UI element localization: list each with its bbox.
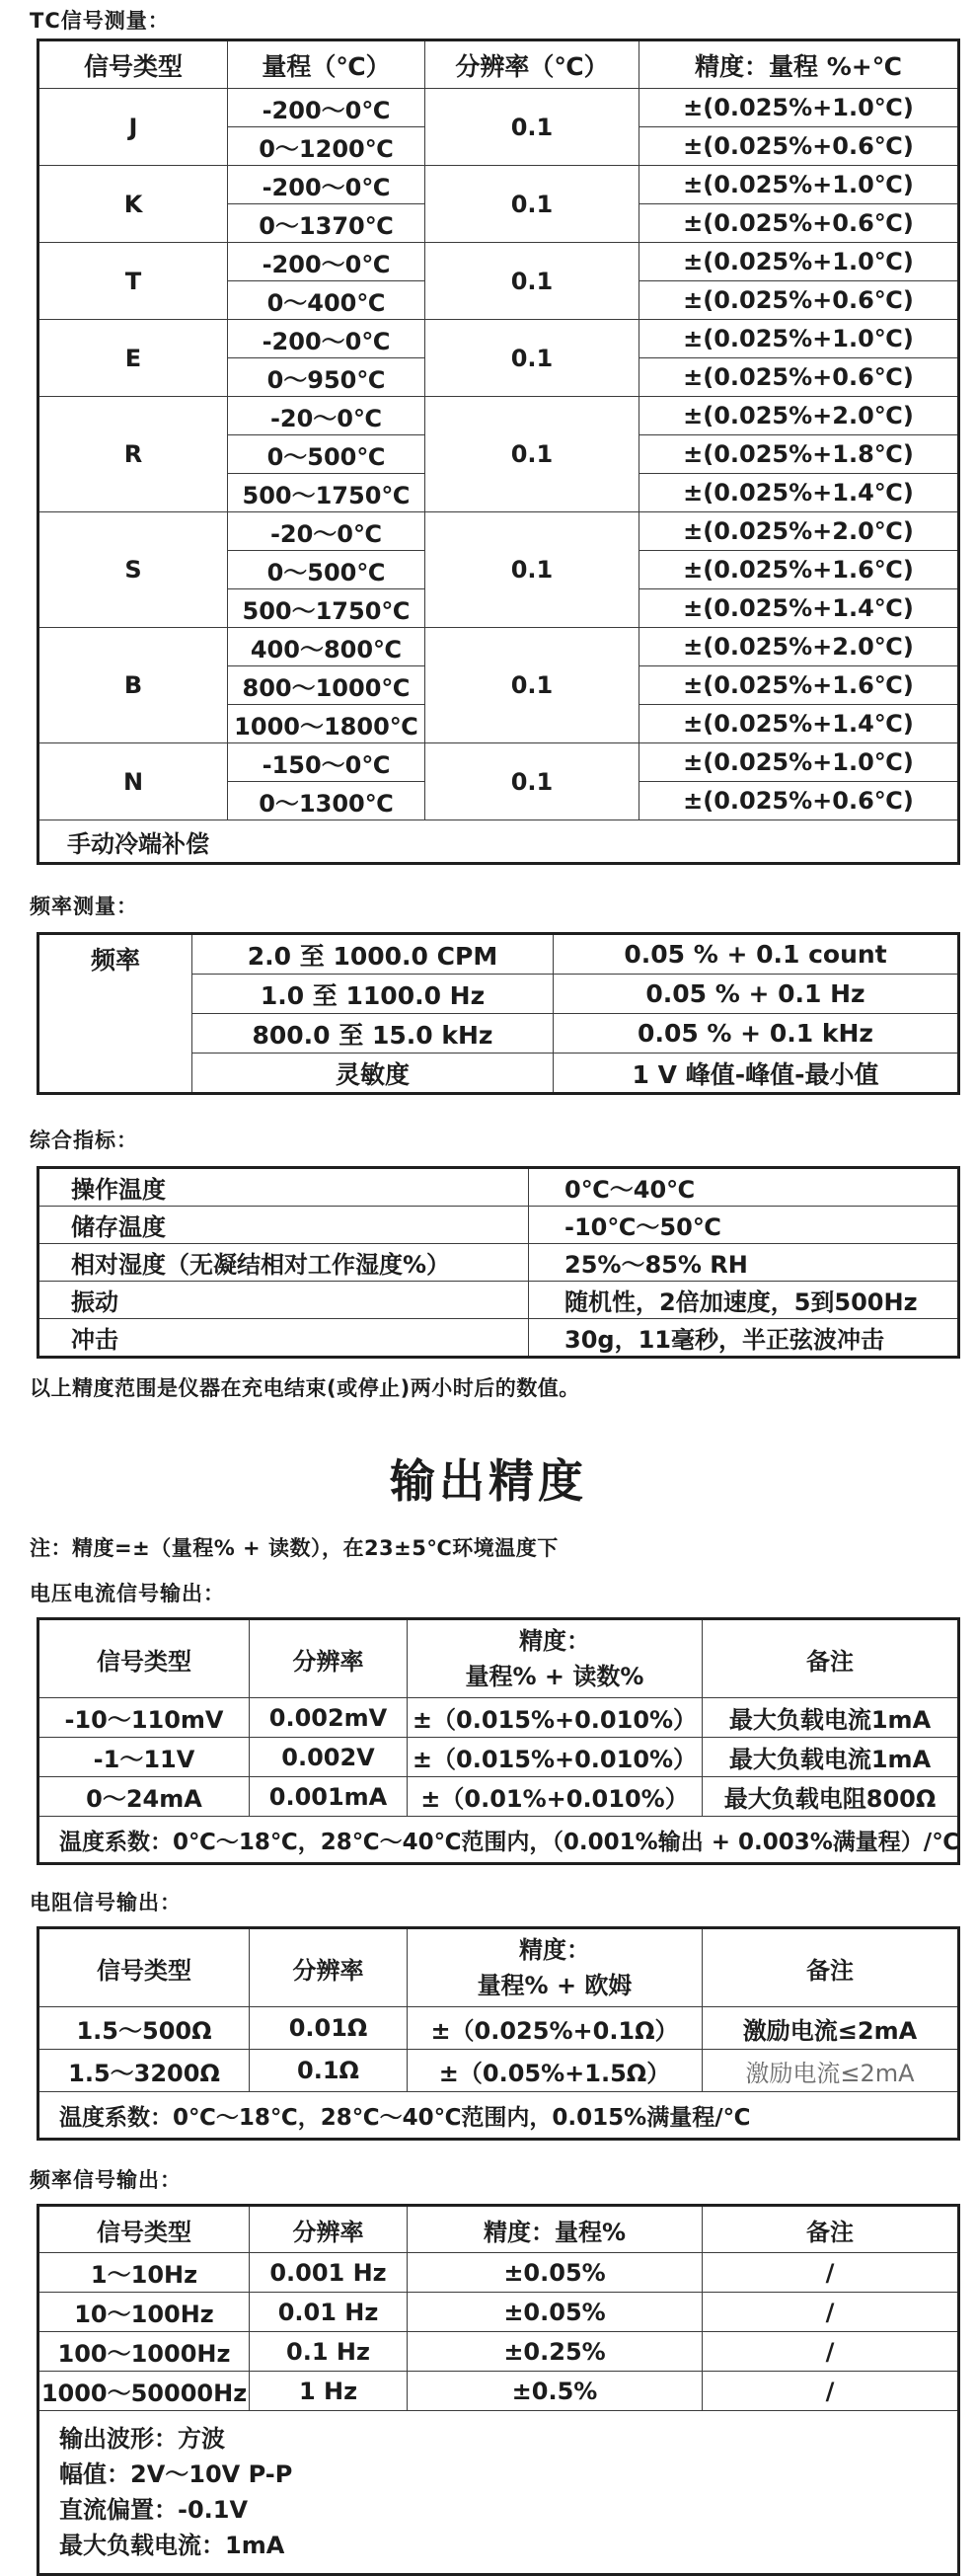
table-row	[38, 1738, 959, 1777]
res-header-remark: 备注	[703, 1928, 959, 2007]
tc-range-cell: -200～0℃	[228, 166, 425, 204]
freq-row-header: 频率	[38, 934, 192, 1094]
tc-header-accuracy: 精度：量程 %+℃	[639, 40, 959, 89]
voltage-current-section-label: 电压电流信号输出：	[30, 1582, 225, 1605]
freq-range-cell: 2.0 至 1000.0 CPM	[192, 934, 554, 975]
vc-header-remark: 备注	[703, 1619, 959, 1698]
spec-value: 随机性，2倍加速度，5到500Hz	[529, 1282, 959, 1319]
tc-range-cell: -200～0℃	[228, 89, 425, 127]
tc-header-range: 量程（℃）	[228, 40, 425, 89]
fo-header-resolution: 分辨率	[250, 2206, 408, 2253]
tc-accuracy-cell: ±(0.025%+1.8℃)	[639, 435, 959, 474]
table-row	[38, 89, 959, 127]
tc-type-K: K	[38, 166, 228, 243]
table-row	[38, 1168, 959, 1207]
tc-type-B: B	[38, 628, 228, 743]
fo-remark-cell: /	[703, 2332, 959, 2372]
fo-acc-cell: ±0.05%	[408, 2253, 703, 2293]
vc-res-cell: 0.002V	[250, 1738, 408, 1777]
vc-header-accuracy-line1: 精度：	[519, 1627, 590, 1655]
vc-header-accuracy-line2: 量程% + 读数%	[465, 1663, 644, 1690]
freq-accuracy-cell: 0.05 % + 0.1 Hz	[554, 975, 959, 1014]
fo-acc-cell: ±0.05%	[408, 2293, 703, 2332]
tc-accuracy-cell: ±(0.025%+1.6℃)	[639, 666, 959, 705]
table-row	[38, 512, 959, 551]
tc-accuracy-cell: ±(0.025%+1.4℃)	[639, 705, 959, 743]
table-row	[38, 1207, 959, 1244]
vc-header-row	[38, 1619, 959, 1698]
tc-range-cell: -20～0℃	[228, 397, 425, 435]
tc-range-cell: 1000～1800℃	[228, 705, 425, 743]
frequency-measurement-table	[37, 932, 960, 1095]
tc-accuracy-cell: ±(0.025%+1.4℃)	[639, 474, 959, 512]
tc-accuracy-cell: ±(0.025%+1.6℃)	[639, 551, 959, 589]
fo-header-accuracy: 精度：量程%	[408, 2206, 703, 2253]
table-row	[38, 628, 959, 666]
tc-resolution-cell: 0.1	[425, 628, 639, 743]
tc-section-label: TC信号测量：	[30, 9, 170, 33]
tc-range-cell: 0～950℃	[228, 358, 425, 397]
tc-resolution-cell: 0.1	[425, 89, 639, 166]
spec-value: -10℃～50℃	[529, 1207, 959, 1244]
tc-range-cell: 0～400℃	[228, 281, 425, 320]
tc-type-J: J	[38, 89, 228, 166]
freq-sensitivity-value: 1 V 峰值-峰值-最小值	[554, 1054, 959, 1094]
tc-range-cell: -20～0℃	[228, 512, 425, 551]
tc-accuracy-cell: ±(0.025%+2.0℃)	[639, 512, 959, 551]
table-row	[38, 1698, 959, 1738]
fo-header-signal-type: 信号类型	[38, 2206, 250, 2253]
resistance-section-label: 电阻信号输出：	[30, 1891, 182, 1914]
table-row	[38, 2411, 959, 2575]
fo-amplitude-line: 幅值：2V～10V P-P	[59, 2460, 293, 2488]
tc-header-signal-type: 信号类型	[38, 40, 228, 89]
res-type-cell: 1.5～3200Ω	[38, 2050, 250, 2092]
vc-acc-cell: ±（0.015%+0.010%）	[408, 1698, 703, 1738]
resistance-output-table	[37, 1926, 960, 2141]
res-res-cell: 0.01Ω	[250, 2007, 408, 2050]
freq-range-cell: 1.0 至 1100.0 Hz	[192, 975, 554, 1014]
res-res-cell: 0.1Ω	[250, 2050, 408, 2092]
table-row	[38, 166, 959, 204]
spec-name: 相对湿度（无凝结相对工作湿度%）	[38, 1244, 529, 1282]
res-acc-cell: ±（0.025%+0.1Ω）	[408, 2007, 703, 2050]
tc-accuracy-cell: ±(0.025%+1.0℃)	[639, 320, 959, 358]
vc-header-accuracy	[408, 1619, 703, 1698]
tc-accuracy-cell: ±(0.025%+1.4℃)	[639, 589, 959, 628]
table-row	[38, 2253, 959, 2293]
table-row	[38, 243, 959, 281]
res-type-cell: 1.5～500Ω	[38, 2007, 250, 2050]
tc-header-resolution: 分辨率（℃）	[425, 40, 639, 89]
vc-header-signal-type: 信号类型	[38, 1619, 250, 1698]
spec-value: 30g，11毫秒，半正弦波冲击	[529, 1319, 959, 1358]
tc-range-cell: -200～0℃	[228, 320, 425, 358]
fo-acc-cell: ±0.5%	[408, 2372, 703, 2411]
res-header-accuracy-line1: 精度：	[519, 1936, 590, 1964]
res-acc-cell: ±（0.05%+1.5Ω）	[408, 2050, 703, 2092]
fo-remark-cell: /	[703, 2253, 959, 2293]
table-row	[38, 1777, 959, 1817]
tc-accuracy-cell: ±(0.025%+0.6℃)	[639, 281, 959, 320]
tc-range-cell: 400～800℃	[228, 628, 425, 666]
fo-remark-cell: /	[703, 2372, 959, 2411]
vc-remark-cell: 最大负载电阻800Ω	[703, 1777, 959, 1817]
general-section-label: 综合指标：	[30, 1129, 138, 1152]
tc-range-cell: 0～500℃	[228, 551, 425, 589]
table-row	[38, 2092, 959, 2140]
tc-accuracy-cell: ±(0.025%+1.0℃)	[639, 243, 959, 281]
fo-type-cell: 1000～50000Hz	[38, 2372, 250, 2411]
tc-range-cell: -150～0℃	[228, 743, 425, 782]
fo-header-remark: 备注	[703, 2206, 959, 2253]
tc-accuracy-cell: ±(0.025%+0.6℃)	[639, 127, 959, 166]
res-remark-cell: 激励电流≤2mA	[703, 2050, 959, 2092]
tc-range-cell: 0～1200℃	[228, 127, 425, 166]
res-header-accuracy-line2: 量程% + 欧姆	[477, 1972, 633, 1999]
spec-name: 储存温度	[38, 1207, 529, 1244]
freq-sensitivity-label: 灵敏度	[192, 1054, 554, 1094]
tc-accuracy-cell: ±(0.025%+2.0℃)	[639, 628, 959, 666]
res-header-row	[38, 1928, 959, 2007]
tc-type-R: R	[38, 397, 228, 512]
spec-name: 冲击	[38, 1319, 529, 1358]
res-remark-cell: 激励电流≤2mA	[703, 2007, 959, 2050]
fo-res-cell: 1 Hz	[250, 2372, 408, 2411]
fo-res-cell: 0.1 Hz	[250, 2332, 408, 2372]
frequency-output-table	[37, 2204, 960, 2576]
spec-name: 振动	[38, 1282, 529, 1319]
res-header-signal-type: 信号类型	[38, 1928, 250, 2007]
table-row	[38, 2293, 959, 2332]
table-row	[38, 320, 959, 358]
spec-value: 25%～85% RH	[529, 1244, 959, 1282]
spec-value: 0℃～40℃	[529, 1168, 959, 1207]
vc-remark-cell: 最大负载电流1mA	[703, 1698, 959, 1738]
fo-res-cell: 0.01 Hz	[250, 2293, 408, 2332]
fo-output-characteristics	[38, 2411, 959, 2575]
output-accuracy-title: 输出精度	[390, 1454, 587, 1508]
freq-accuracy-cell: 0.05 % + 0.1 kHz	[554, 1014, 959, 1054]
table-row	[38, 2007, 959, 2050]
tc-accuracy-cell: ±(0.025%+1.0℃)	[639, 89, 959, 127]
tc-measurement-table	[37, 39, 960, 865]
tc-resolution-cell: 0.1	[425, 166, 639, 243]
table-row	[38, 1244, 959, 1282]
tc-range-cell: 800～1000℃	[228, 666, 425, 705]
tc-type-S: S	[38, 512, 228, 628]
table-row	[38, 1817, 959, 1864]
fo-type-cell: 1～10Hz	[38, 2253, 250, 2293]
tc-accuracy-cell: ±(0.025%+0.6℃)	[639, 204, 959, 243]
freq-range-cell: 800.0 至 15.0 kHz	[192, 1014, 554, 1054]
vc-res-cell: 0.002mV	[250, 1698, 408, 1738]
table-row	[38, 1282, 959, 1319]
table-row	[38, 1319, 959, 1358]
table-row	[38, 2332, 959, 2372]
tc-accuracy-cell: ±(0.025%+0.6℃)	[639, 358, 959, 397]
frequency-output-section-label: 频率信号输出：	[30, 2168, 182, 2192]
fo-type-cell: 100～1000Hz	[38, 2332, 250, 2372]
res-header-accuracy	[408, 1928, 703, 2007]
accuracy-condition-note: 以上精度范围是仪器在充电结束(或停止)两小时后的数值。	[30, 1376, 580, 1400]
output-accuracy-note: 注：精度=±（量程% + 读数），在23±5℃环境温度下	[30, 1536, 559, 1560]
tc-accuracy-cell: ±(0.025%+1.0℃)	[639, 166, 959, 204]
vc-type-cell: 0～24mA	[38, 1777, 250, 1817]
vc-type-cell: -1～11V	[38, 1738, 250, 1777]
vc-acc-cell: ±（0.015%+0.010%）	[408, 1738, 703, 1777]
vc-acc-cell: ±（0.01%+0.010%）	[408, 1777, 703, 1817]
tc-cold-junction-note: 手动冷端补偿	[38, 820, 959, 864]
tc-range-cell: 0～1300℃	[228, 782, 425, 820]
vc-res-cell: 0.001mA	[250, 1777, 408, 1817]
table-row	[38, 2372, 959, 2411]
tc-resolution-cell: 0.1	[425, 397, 639, 512]
res-temp-coefficient-note: 温度系数：0℃～18℃，28℃～40℃范围内，0.015%满量程/℃	[38, 2092, 959, 2140]
tc-resolution-cell: 0.1	[425, 243, 639, 320]
vc-header-resolution: 分辨率	[250, 1619, 408, 1698]
fo-waveform-line: 输出波形：方波	[59, 2425, 225, 2453]
fo-acc-cell: ±0.25%	[408, 2332, 703, 2372]
tc-accuracy-cell: ±(0.025%+2.0℃)	[639, 397, 959, 435]
tc-type-E: E	[38, 320, 228, 397]
vc-temp-coefficient-note: 温度系数：0℃～18℃，28℃～40℃范围内，（0.001%输出 + 0.003%满量程）/℃	[38, 1817, 959, 1864]
res-header-resolution: 分辨率	[250, 1928, 408, 2007]
tc-resolution-cell: 0.1	[425, 743, 639, 820]
fo-dc-offset-line: 直流偏置：-0.1V	[59, 2496, 249, 2524]
fo-remark-cell: /	[703, 2293, 959, 2332]
fo-header-row	[38, 2206, 959, 2253]
tc-range-cell: 0～1370℃	[228, 204, 425, 243]
fo-res-cell: 0.001 Hz	[250, 2253, 408, 2293]
voltage-current-output-table	[37, 1617, 960, 1865]
tc-resolution-cell: 0.1	[425, 320, 639, 397]
tc-range-cell: -200～0℃	[228, 243, 425, 281]
fo-max-load-line: 最大负载电流：1mA	[59, 2532, 285, 2559]
table-row	[38, 934, 959, 975]
frequency-section-label: 频率测量：	[30, 895, 138, 918]
tc-header-row	[38, 40, 959, 89]
table-row	[38, 397, 959, 435]
vc-type-cell: -10～110mV	[38, 1698, 250, 1738]
tc-range-cell: 0～500℃	[228, 435, 425, 474]
general-specs-table	[37, 1166, 960, 1359]
tc-resolution-cell: 0.1	[425, 512, 639, 628]
tc-type-N: N	[38, 743, 228, 820]
spec-name: 操作温度	[38, 1168, 529, 1207]
freq-accuracy-cell: 0.05 % + 0.1 count	[554, 934, 959, 975]
fo-type-cell: 10～100Hz	[38, 2293, 250, 2332]
tc-accuracy-cell: ±(0.025%+0.6℃)	[639, 782, 959, 820]
tc-type-T: T	[38, 243, 228, 320]
tc-accuracy-cell: ±(0.025%+1.0℃)	[639, 743, 959, 782]
vc-remark-cell: 最大负载电流1mA	[703, 1738, 959, 1777]
table-row	[38, 743, 959, 782]
tc-range-cell: 500～1750℃	[228, 589, 425, 628]
table-row	[38, 2050, 959, 2092]
tc-range-cell: 500～1750℃	[228, 474, 425, 512]
table-row	[38, 820, 959, 864]
